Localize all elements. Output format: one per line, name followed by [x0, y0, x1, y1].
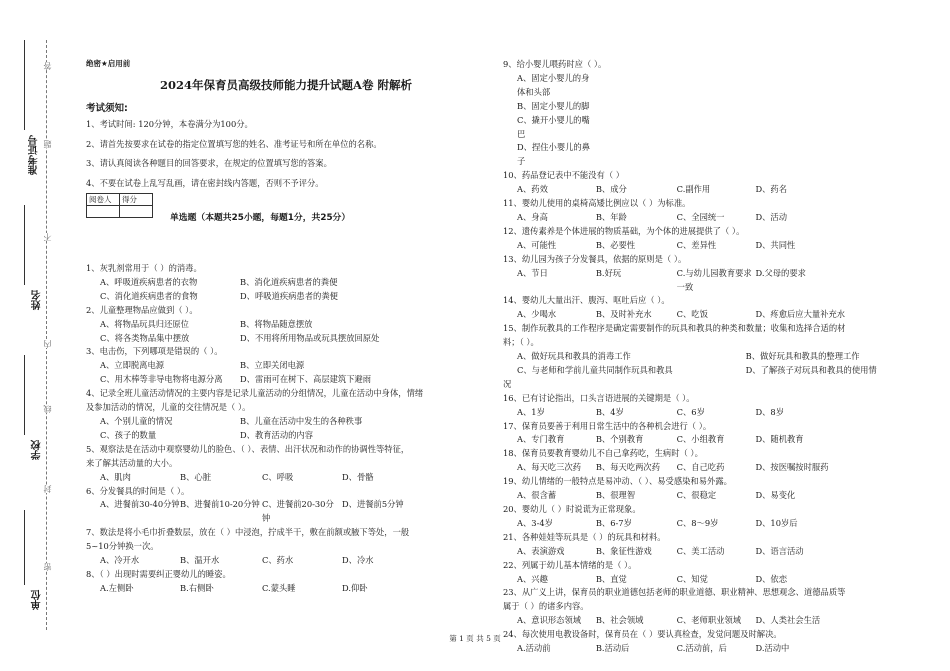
- answer-option[interactable]: B、6-7岁: [595, 517, 632, 528]
- answer-option[interactable]: C、自己吃药: [676, 462, 725, 473]
- page-footer: 第 1 页 共 5 页: [449, 634, 501, 643]
- answer-option[interactable]: C、差异性: [676, 239, 717, 250]
- answer-option[interactable]: D、共同性: [755, 239, 796, 250]
- question-stem: 10、药品登记表中不能没有（ ）: [503, 170, 625, 181]
- answer-option[interactable]: C、用木棒等非导电物将电源分离: [100, 374, 223, 385]
- answer-option[interactable]: A、将物品玩具归还原位: [100, 318, 189, 329]
- question-block: [86, 304, 486, 346]
- answer-option[interactable]: D、依恋: [755, 573, 788, 584]
- question-stem: 5、观察法是在活动中观察婴幼儿的脸色、（ ）、表情、出汗状况和动作的协调性等特征，: [86, 443, 410, 454]
- question-block: [503, 447, 923, 475]
- option-row: [86, 498, 486, 526]
- answer-option[interactable]: B、温开水: [180, 555, 220, 566]
- score-cell: 得分: [120, 194, 153, 206]
- answer-option[interactable]: B、年龄: [595, 211, 627, 222]
- question-stem: 3、电击伤，下列哪项是错误的（ ）。: [86, 346, 223, 357]
- answer-option[interactable]: B.好玩: [595, 267, 622, 278]
- answer-option[interactable]: C、消化道疾病患者的食物: [100, 290, 198, 301]
- answer-option[interactable]: B、个别教育: [595, 434, 644, 445]
- answer-option[interactable]: A、身高: [517, 211, 548, 222]
- option-row: [86, 359, 486, 373]
- option-row: [86, 318, 486, 332]
- notice-heading: 考试须知:: [86, 103, 128, 114]
- option-row: [86, 373, 486, 387]
- option-row: [503, 211, 923, 225]
- answer-option[interactable]: C、药水: [262, 555, 294, 566]
- question-stem: 2、儿童整理物品应做到（ ）。: [86, 304, 198, 315]
- answer-option[interactable]: D、随机教育: [755, 434, 804, 445]
- question-stem: 7、数法是将小毛巾折叠数层，放在（ ）中浸泡，拧成半干，敷在前额或腋下等处，一般: [86, 527, 410, 538]
- answer-option[interactable]: D、药名: [755, 184, 788, 195]
- question-stem: 1、灰乳剂常用于（ ）的消毒。: [86, 263, 202, 273]
- question-stem: 19、幼儿情绪的一般特点是易冲动、（ ）、易受感染和易外露。: [503, 476, 732, 487]
- answer-option[interactable]: C、撬开小婴儿的嘴巴: [517, 114, 590, 139]
- answer-option[interactable]: D、了解孩子对玩具和教具的使用情: [745, 364, 877, 375]
- question-block: [503, 475, 923, 503]
- question-stem: 6、分发餐具的时间是（ ）。: [86, 485, 190, 496]
- option-row: [86, 276, 486, 290]
- answer-option[interactable]: D、人类社会生活: [755, 615, 821, 626]
- answer-option[interactable]: B、社会领域: [595, 615, 644, 626]
- option-row: [86, 290, 486, 304]
- answer-option[interactable]: B.右侧卧: [180, 582, 214, 593]
- question-stem: 20、婴幼儿（ ）时说谎为正常现象。: [503, 504, 641, 514]
- question-block: [86, 568, 486, 596]
- answer-option[interactable]: D、雷雨可在树下、高层建筑下避雨: [240, 374, 372, 385]
- option-row: [503, 406, 923, 420]
- notice-item: 4、不要在试卷上乱写乱画，请在密封线内答题，否则不予评分。: [86, 177, 324, 188]
- answer-option[interactable]: C、美工活动: [676, 545, 725, 556]
- answer-option[interactable]: B、必要性: [595, 239, 636, 250]
- answer-option[interactable]: 况: [503, 378, 512, 389]
- option-row: [503, 239, 923, 253]
- answer-option[interactable]: B、直觉: [595, 573, 627, 584]
- answer-option[interactable]: A、呼吸道疾病患者的衣物: [100, 276, 198, 287]
- notice-item: 1、考试时间: 120分钟，本卷满分为100分。: [86, 119, 253, 129]
- notice-item: 3、请认真阅读各种题目的回答要求，在规定的位置填写您的答案。: [86, 158, 332, 168]
- binding-margin: [0, 0, 62, 671]
- answer-option[interactable]: B、进餐前10-20分钟: [180, 499, 260, 510]
- option-row: [503, 517, 923, 531]
- page-title: 2024年保育员高级技师能力提升试题A卷 附解析: [160, 78, 412, 92]
- question-stem: 15、制作玩教具的工作程序是确定需要制作的玩具和教具的种类和数量；收集和选择合适的材: [503, 323, 846, 334]
- seal-line: [46, 40, 47, 630]
- answer-option[interactable]: A、可能性: [517, 239, 557, 250]
- margin-label-name: 姓名: [32, 290, 43, 310]
- question-block: [503, 253, 923, 295]
- option-row: [503, 350, 923, 364]
- score-input[interactable]: [120, 206, 153, 218]
- answer-option[interactable]: C、老师职业领域: [676, 615, 742, 626]
- question-stem: 24、每次使用电教设备时，保育员在（ ）要认真检查，发觉问题及时解决。: [503, 629, 782, 640]
- answer-option[interactable]: D、捏住小婴儿的鼻子: [517, 142, 591, 167]
- option-row: [503, 364, 923, 378]
- answer-option[interactable]: B、消化道疾病患者的粪便: [240, 276, 338, 287]
- answer-option[interactable]: C、将各类物品集中摆放: [100, 332, 190, 343]
- questions-left-column: [86, 262, 486, 596]
- answer-option[interactable]: C、8～9岁: [676, 517, 719, 528]
- question-block: [86, 485, 486, 527]
- answer-option[interactable]: C、小组教育: [676, 434, 725, 445]
- answer-option[interactable]: D、冷水: [342, 555, 374, 566]
- fill-line-name: [24, 205, 25, 285]
- questions-right-column: [503, 58, 923, 656]
- answer-option[interactable]: B、每天吃两次药: [595, 462, 661, 473]
- answer-option[interactable]: B、儿童在活动中发生的各种秩事: [240, 415, 363, 426]
- option-row: [86, 582, 486, 596]
- option-row: [86, 554, 486, 568]
- option-row: [503, 114, 923, 142]
- notice-item: 2、请首先按要求在试卷的指定位置填写您的姓名、准考证号和所在单位的名称。: [86, 138, 382, 149]
- answer-option[interactable]: A、1岁: [517, 406, 545, 417]
- answer-option[interactable]: A、个别儿童的情况: [100, 415, 173, 426]
- answer-option[interactable]: A、肌肉: [100, 471, 131, 482]
- answer-option[interactable]: A、节日: [517, 267, 548, 278]
- question-stem: 22、列属于幼儿基本情绪的是（ ）。: [503, 559, 637, 570]
- question-block: [503, 169, 923, 197]
- option-row: [503, 545, 923, 559]
- answer-option[interactable]: B、及时补充水: [595, 309, 652, 320]
- option-row: [503, 489, 923, 503]
- answer-option[interactable]: D、疼愈后应大量补充水: [755, 309, 846, 320]
- answer-option[interactable]: D.仰卧: [342, 582, 368, 593]
- option-row: [503, 267, 923, 295]
- answer-option[interactable]: A、意识形态领域: [517, 615, 582, 626]
- question-block: [503, 420, 923, 448]
- margin-mark: 不: [43, 233, 52, 241]
- answer-option[interactable]: A、固定小婴儿的身体和头部: [517, 72, 590, 97]
- margin-mark: 内: [43, 340, 52, 348]
- answer-option[interactable]: D、按医嘱按时服药: [755, 462, 829, 473]
- option-row: [503, 378, 923, 392]
- option-row: [503, 72, 923, 100]
- margin-label-school: 学校: [32, 440, 43, 460]
- secret-mark: 绝密★启用前: [86, 59, 131, 68]
- answer-option[interactable]: C.活动前，后: [676, 643, 727, 654]
- answer-option[interactable]: A、表演游戏: [517, 545, 565, 556]
- question-stem: 13、幼儿园为孩子分发餐具，依据的原则是（ ）。: [503, 253, 687, 264]
- question-stem: 23、从广义上讲，保育员的职业道德包括老师的职业道德、职业精神、思想观念、道德品质等: [503, 587, 846, 598]
- answer-option[interactable]: D.活动中: [755, 643, 790, 654]
- option-row: [503, 141, 923, 169]
- question-block: [86, 443, 486, 485]
- answer-option[interactable]: C.与幼儿园教育要求一致: [676, 267, 752, 292]
- answer-option[interactable]: A、进餐前30-40分钟: [100, 499, 180, 510]
- answer-option[interactable]: A.活动前: [517, 643, 551, 654]
- option-row: [503, 433, 923, 447]
- answer-option[interactable]: C、6岁: [676, 406, 705, 417]
- option-row: [503, 614, 923, 628]
- question-stem: 及参加活动的情况，儿童的交往情况是（ ）。: [86, 402, 251, 413]
- answer-option[interactable]: C.蒙头睡: [262, 582, 296, 593]
- answer-option[interactable]: D、8岁: [755, 406, 784, 417]
- answer-option[interactable]: C、进餐前20-30分钟: [262, 499, 334, 524]
- answer-option[interactable]: A、每天吃三次药: [517, 462, 582, 473]
- question-stem: 属于（ ）的诸多内容。: [503, 601, 589, 612]
- question-block: [86, 526, 486, 568]
- question-block: [503, 197, 923, 225]
- option-row: [503, 642, 923, 656]
- answer-option[interactable]: D、不用将所用物品或玩具摆放回原处: [240, 332, 380, 343]
- answer-option[interactable]: A、3-4岁: [517, 517, 553, 528]
- question-stem: 21、各种娃娃等玩具是（ ）的玩具和材料。: [503, 531, 666, 542]
- section-title: 单选题（本题共25小题，每题1分，共25分）: [170, 213, 351, 223]
- question-block: [86, 345, 486, 387]
- question-block: [503, 586, 923, 628]
- fill-line-unit: [24, 510, 25, 585]
- answer-option[interactable]: C、与老师和学前儿童共同制作玩具和教具: [517, 364, 673, 375]
- question-block: [503, 503, 923, 531]
- option-row: [503, 308, 923, 322]
- notice-list: [86, 118, 486, 196]
- answer-option[interactable]: A、少喝水: [517, 309, 557, 320]
- question-block: [503, 294, 923, 322]
- answer-option[interactable]: A.左侧卧: [100, 582, 134, 593]
- fill-line-school: [24, 355, 25, 435]
- question-stem: 9、给小婴儿喂药时应（ ）。: [503, 59, 607, 69]
- question-stem: 14、婴幼儿大量出汗、腹泻、呕吐后应（ ）。: [503, 295, 670, 306]
- answer-option[interactable]: A、专门教育: [517, 434, 565, 445]
- answer-option[interactable]: D、易变化: [755, 490, 796, 501]
- answer-option[interactable]: C、孩子的数量: [100, 429, 157, 440]
- answer-option[interactable]: A、冷开水: [100, 555, 140, 566]
- question-block: [86, 387, 486, 443]
- question-block: [503, 58, 923, 169]
- answer-option[interactable]: A、兴趣: [517, 573, 548, 584]
- answer-option[interactable]: D、10岁后: [755, 517, 798, 528]
- answer-option[interactable]: B、做好玩具和教具的整理工作: [745, 351, 860, 362]
- question-stem: 17、保育员要善于利用日常生活中的各种机会进行（ ）。: [503, 420, 712, 431]
- score-table: [86, 193, 153, 218]
- question-block: [503, 559, 923, 587]
- question-stem: 11、婴幼儿使用的桌椅高矮比例应以（ ）为标准。: [503, 198, 691, 209]
- option-row: [86, 415, 486, 429]
- question-block: [503, 531, 923, 559]
- answer-option[interactable]: D、进餐前5分钟: [342, 499, 404, 510]
- option-row: [86, 332, 486, 346]
- answer-option[interactable]: D、教育活动的内容: [240, 429, 314, 440]
- answer-option[interactable]: B、成分: [595, 184, 627, 195]
- answer-option[interactable]: B.活动后: [595, 643, 630, 654]
- question-stem: 8、（ ）出现时需要纠正婴幼儿的睡姿。: [86, 568, 231, 579]
- question-block: [503, 322, 923, 392]
- answer-option[interactable]: B、立即关闭电源: [240, 360, 305, 371]
- answer-option[interactable]: B、象征性游戏: [595, 545, 652, 556]
- answer-option[interactable]: C.副作用: [676, 184, 711, 195]
- answer-option[interactable]: A、药效: [517, 184, 548, 195]
- margin-mark: 封: [43, 485, 52, 493]
- answer-option[interactable]: C、很稳定: [676, 490, 717, 501]
- question-block: [503, 225, 923, 253]
- answer-option[interactable]: D、呼吸道疾病患者的粪便: [240, 290, 338, 301]
- question-stem: 12、遗传素养是个体进展的物质基础，为个体的进展提供了（ ）。: [503, 225, 745, 236]
- option-row: [503, 461, 923, 475]
- answer-option[interactable]: B、心脏: [180, 471, 211, 482]
- question-stem: 4、记录全班儿童活动情况的主要内容是记录儿童活动的分组情况，儿童在活动中身体，情绪: [86, 388, 424, 399]
- option-row: [503, 100, 923, 114]
- reviewer-input[interactable]: [87, 206, 120, 218]
- answer-option[interactable]: A、很含蓄: [517, 490, 557, 501]
- answer-option[interactable]: D.父母的要求: [755, 267, 806, 278]
- question-stem: 料；（ ）。: [503, 337, 539, 348]
- answer-option[interactable]: B、将物品随意摆放: [240, 318, 313, 329]
- reviewer-cell: 阅卷人: [87, 194, 120, 206]
- question-stem: 16、已有讨论指出，口头言语进展的关键期是（ ）。: [503, 392, 695, 403]
- answer-option[interactable]: B、很理智: [595, 490, 636, 501]
- margin-mark: 题: [43, 140, 52, 148]
- option-row: [86, 471, 486, 485]
- answer-option[interactable]: D、骨骼: [342, 471, 374, 482]
- option-row: [503, 183, 923, 197]
- fill-line-ticket: [24, 40, 25, 130]
- question-stem: 来了解其活动量的大小。: [86, 457, 178, 468]
- answer-option[interactable]: D、语言活动: [755, 545, 804, 556]
- answer-option[interactable]: A、做好玩具和教具的消毒工作: [517, 351, 631, 362]
- question-stem: 5~10分钟换一次。: [86, 541, 159, 552]
- answer-option[interactable]: D、活动: [755, 211, 788, 222]
- question-stem: 18、保育员要教育婴幼儿不自己拿药吃，生病时（ ）。: [503, 448, 703, 459]
- answer-option[interactable]: C、知觉: [676, 573, 708, 584]
- answer-option[interactable]: C、呼吸: [262, 471, 294, 482]
- answer-option[interactable]: C、吃饭: [676, 309, 708, 320]
- margin-mark: 密: [43, 563, 52, 571]
- margin-label-unit: 单位: [32, 590, 43, 610]
- margin-mark: 线: [43, 405, 52, 413]
- question-block: [86, 262, 486, 304]
- answer-option[interactable]: B、固定小婴儿的脚: [517, 100, 590, 111]
- option-row: [86, 429, 486, 443]
- question-block: [503, 392, 923, 420]
- margin-label-ticket: 准考证号: [29, 135, 40, 175]
- answer-option[interactable]: A、立即脱离电源: [100, 360, 165, 371]
- option-row: [503, 573, 923, 587]
- answer-option[interactable]: B、4岁: [595, 406, 624, 417]
- margin-mark: 答: [43, 62, 52, 70]
- answer-option[interactable]: C、全园统一: [676, 211, 725, 222]
